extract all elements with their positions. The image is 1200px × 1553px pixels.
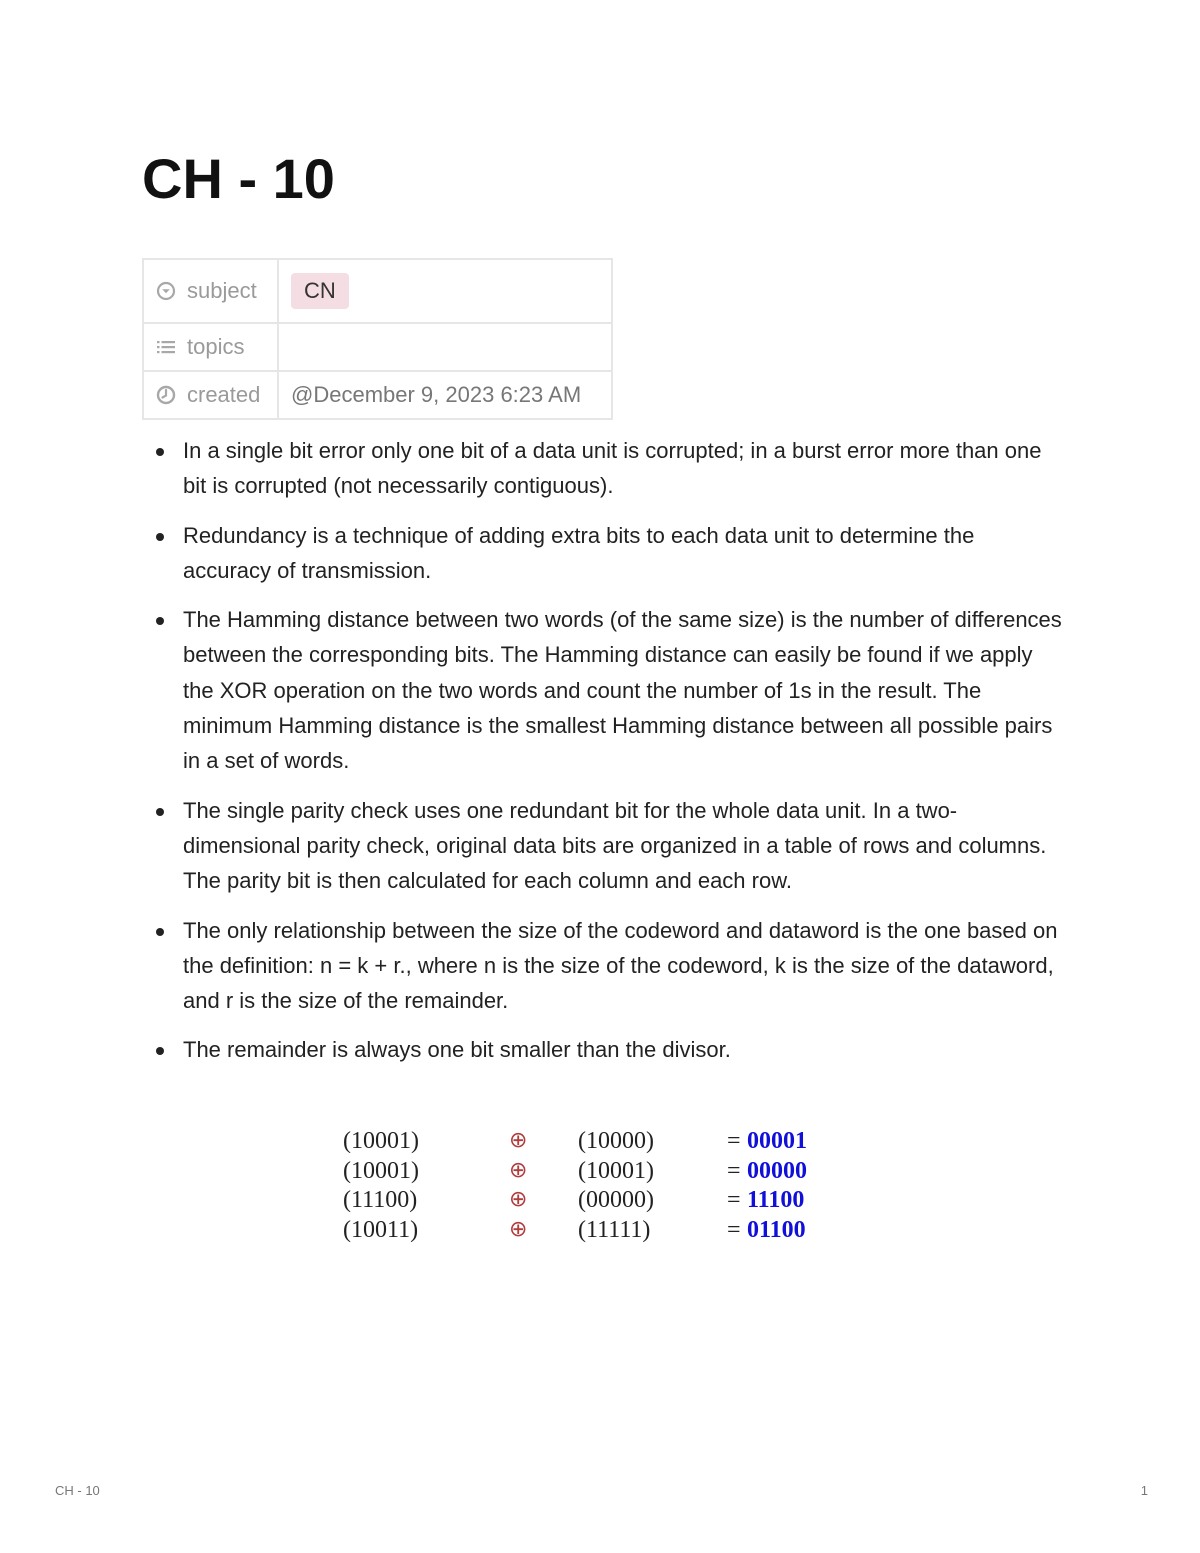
list-item: Redundancy is a technique of adding extra bits to each data unit to determine the accuracy of transmission. — [142, 518, 1067, 589]
property-row-topics — [143, 323, 612, 371]
xor-operand-a: (10001) — [343, 1157, 419, 1184]
property-key-label: subject — [187, 278, 257, 303]
xor-row — [343, 1128, 823, 1158]
list-item: The remainder is always one bit smaller than the divisor. — [142, 1032, 1067, 1067]
property-value-cell[interactable] — [278, 259, 612, 323]
xor-operand-b: (10000) — [578, 1128, 654, 1154]
equals-sign: = — [727, 1128, 741, 1154]
equals-sign: = — [727, 1157, 741, 1184]
property-key-label: created — [187, 382, 261, 407]
property-key-cell[interactable] — [143, 259, 278, 323]
xor-operator: ⊕ — [509, 1187, 528, 1212]
xor-result: 01100 — [747, 1216, 806, 1243]
list-item: The only relationship between the size of the codeword and dataword is the one based on the definition: n = k + r., where n is the size of the codeword, k is the size of the dataword, and r is the size of the remainder. — [142, 913, 1067, 1019]
xor-row — [343, 1217, 823, 1247]
xor-operator: ⊕ — [509, 1216, 528, 1242]
xor-result: 00001 — [747, 1128, 807, 1154]
xor-result: 11100 — [747, 1187, 805, 1213]
xor-example-figure — [343, 1128, 823, 1246]
xor-row — [343, 1158, 823, 1188]
page-number: 1 — [1140, 1483, 1148, 1498]
xor-row — [343, 1187, 823, 1217]
list-icon — [156, 337, 176, 357]
page-title: CH - 10 — [142, 147, 335, 210]
xor-operand-a: (10011) — [343, 1216, 419, 1243]
xor-operand-b: (11111) — [578, 1216, 651, 1243]
property-row-subject — [143, 259, 612, 323]
property-row-created — [143, 371, 612, 419]
xor-operand-a: (11100) — [343, 1187, 418, 1213]
property-key-label: topics — [187, 334, 245, 359]
xor-operator: ⊕ — [509, 1128, 528, 1153]
subject-tag[interactable]: CN — [291, 273, 349, 309]
xor-result: 00000 — [747, 1157, 807, 1184]
xor-operand-b: (00000) — [578, 1187, 654, 1213]
property-key-cell[interactable] — [143, 371, 278, 419]
list-item: The Hamming distance between two words (of the same size) is the number of differences between the corresponding bits. The Hamming distance can easily be found if we apply the XOR operation on the two words and count the number of 1s in the result. The minimum Hamming distance is the smallest Hamming distance between all possible pairs in a set of words. — [142, 602, 1067, 778]
list-item: The single parity check uses one redundant bit for the whole data unit. In a two-dimensional parity check, original data bits are organized in a table of rows and columns. The parity bit is then calculated for each column and each row. — [142, 793, 1067, 899]
list-item: In a single bit error only one bit of a data unit is corrupted; in a burst error more than one bit is corrupted (not necessarily contiguous). — [142, 433, 1067, 504]
property-value-cell[interactable] — [278, 323, 612, 371]
equals-sign: = — [727, 1187, 741, 1213]
properties-table — [142, 258, 613, 420]
clock-icon — [156, 385, 176, 405]
footer-title: CH - 10 — [55, 1483, 100, 1498]
property-key-cell[interactable] — [143, 323, 278, 371]
select-icon — [156, 281, 176, 301]
equals-sign: = — [727, 1216, 741, 1243]
property-value-cell[interactable]: @December 9, 2023 6:23 AM — [278, 371, 612, 419]
bullet-list — [142, 433, 1067, 1082]
xor-operand-a: (10001) — [343, 1128, 419, 1154]
xor-operator: ⊕ — [509, 1157, 528, 1183]
xor-operand-b: (10001) — [578, 1157, 654, 1184]
